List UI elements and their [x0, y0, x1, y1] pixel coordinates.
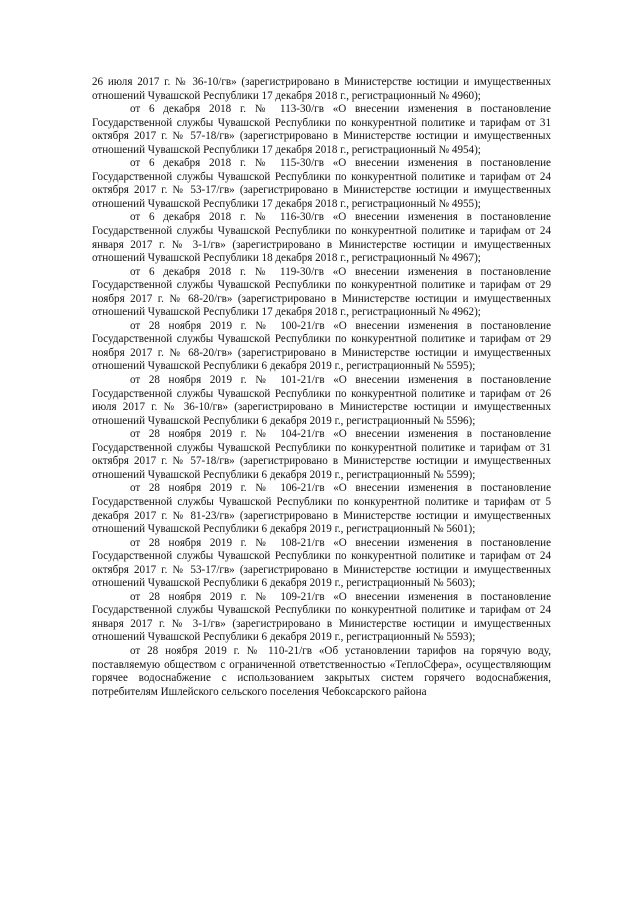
- paragraph-6: от 28 ноября 2019 г. № 100-21/гв «О внесении изменения в постановление Государственной службы Чувашской Республики по конкурентной политике и тарифам от 29 ноября 2017 г. № 68-20/гв» (зарегистрировано в Министерстве юстиции и имущественных отношений Чувашской Республики 6 декабря 2019 г., регистрационный № 5595);: [92, 319, 551, 373]
- paragraph-12: от 28 ноября 2019 г. № 110-21/гв «Об установлении тарифов на горячую воду, поставляемую обществом с ограниченной ответственностью «ТеплоСфера», осуществляющим горячее водоснабжение с использованием закрытых систем горячего водоснабжения, потребителям Ишлейского сельского поселения Чебоксарского района: [92, 644, 551, 698]
- paragraph-10: от 28 ноября 2019 г. № 108-21/гв «О внесении изменения в постановление Государственной службы Чувашской Республики по конкурентной политике и тарифам от 24 октября 2017 г. № 53-17/гв» (зарегистрировано в Министерстве юстиции и имущественных отношений Чувашской Республики 6 декабря 2019 г., регистрационный № 5603);: [92, 536, 551, 590]
- paragraph-5: от 6 декабря 2018 г. № 119-30/гв «О внесении изменения в постановление Государственной службы Чувашской Республики по конкурентной политике и тарифам от 29 ноября 2017 г. № 68-20/гв» (зарегистрировано в Министерстве юстиции и имущественных отношений Чувашской Республики 17 декабря 2018 г., регистрационный № 4962);: [92, 265, 551, 319]
- paragraph-7: от 28 ноября 2019 г. № 101-21/гв «О внесении изменения в постановление Государственной службы Чувашской Республики по конкурентной политике и тарифам от 26 июля 2017 г. № 36-10/гв» (зарегистрировано в Министерстве юстиции и имущественных отношений Чувашской Республики 6 декабря 2019 г., регистрационный № 5596);: [92, 374, 551, 427]
- document-page: [92, 76, 551, 699]
- paragraph-11: от 28 ноября 2019 г. № 109-21/гв «О внесении изменения в постановление Государственной службы Чувашской Республики по конкурентной политике и тарифам от 24 января 2017 г. № 3-1/гв» (зарегистрировано в Министерстве юстиции и имущественных отношений Чувашской Республики 6 декабря 2019 г., регистрационный № 5593);: [92, 590, 551, 644]
- paragraph-4: от 6 декабря 2018 г. № 116-30/гв «О внесении изменения в постановление Государственной службы Чувашской Республики по конкурентной политике и тарифам от 24 января 2017 г. № 3-1/гв» (зарегистрировано в Министерстве юстиции и имущественных отношений Чувашской Республики 18 декабря 2018 г., регистрационный № 4967);: [92, 211, 551, 265]
- paragraph-3: от 6 декабря 2018 г. № 115-30/гв «О внесении изменения в постановление Государственной службы Чувашской Республики по конкурентной политике и тарифам от 24 октября 2017 г. № 53-17/гв» (зарегистрировано в Министерстве юстиции и имущественных отношений Чувашской Республики 17 декабря 2018 г., регистрационный № 4955);: [92, 157, 551, 210]
- paragraph-2: от 6 декабря 2018 г. № 113-30/гв «О внесении изменения в постановление Государственной службы Чувашской Республики по конкурентной политике и тарифам от 31 октября 2017 г. № 57-18/гв» (зарегистрировано в Министерстве юстиции и имущественных отношений Чувашской Республики 17 декабря 2018 г., регистрационный № 4954);: [92, 103, 551, 156]
- paragraph-9: от 28 ноября 2019 г. № 106-21/гв «О внесении изменения в постановление Государственной службы Чувашской Республики по конкурентной политике и тарифам от 5 декабря 2017 г. № 81-23/гв» (зарегистрировано в Министерстве юстиции и имущественных отношений Чувашской Республики 6 декабря 2019 г., регистрационный № 5601);: [92, 482, 551, 536]
- paragraph-8: от 28 ноября 2019 г. № 104-21/гв «О внесении изменения в постановление Государственной службы Чувашской Республики по конкурентной политике и тарифам от 31 октября 2017 г. № 57-18/гв» (зарегистрировано в Министерстве юстиции и имущественных отношений Чувашской Республики 6 декабря 2019 г., регистрационный № 5599);: [92, 428, 551, 481]
- paragraph-1: 26 июля 2017 г. № 36-10/гв» (зарегистрировано в Министерстве юстиции и имущественных отношений Чувашской Республики 17 декабря 2018 г., регистрационный № 4960);: [92, 76, 551, 102]
